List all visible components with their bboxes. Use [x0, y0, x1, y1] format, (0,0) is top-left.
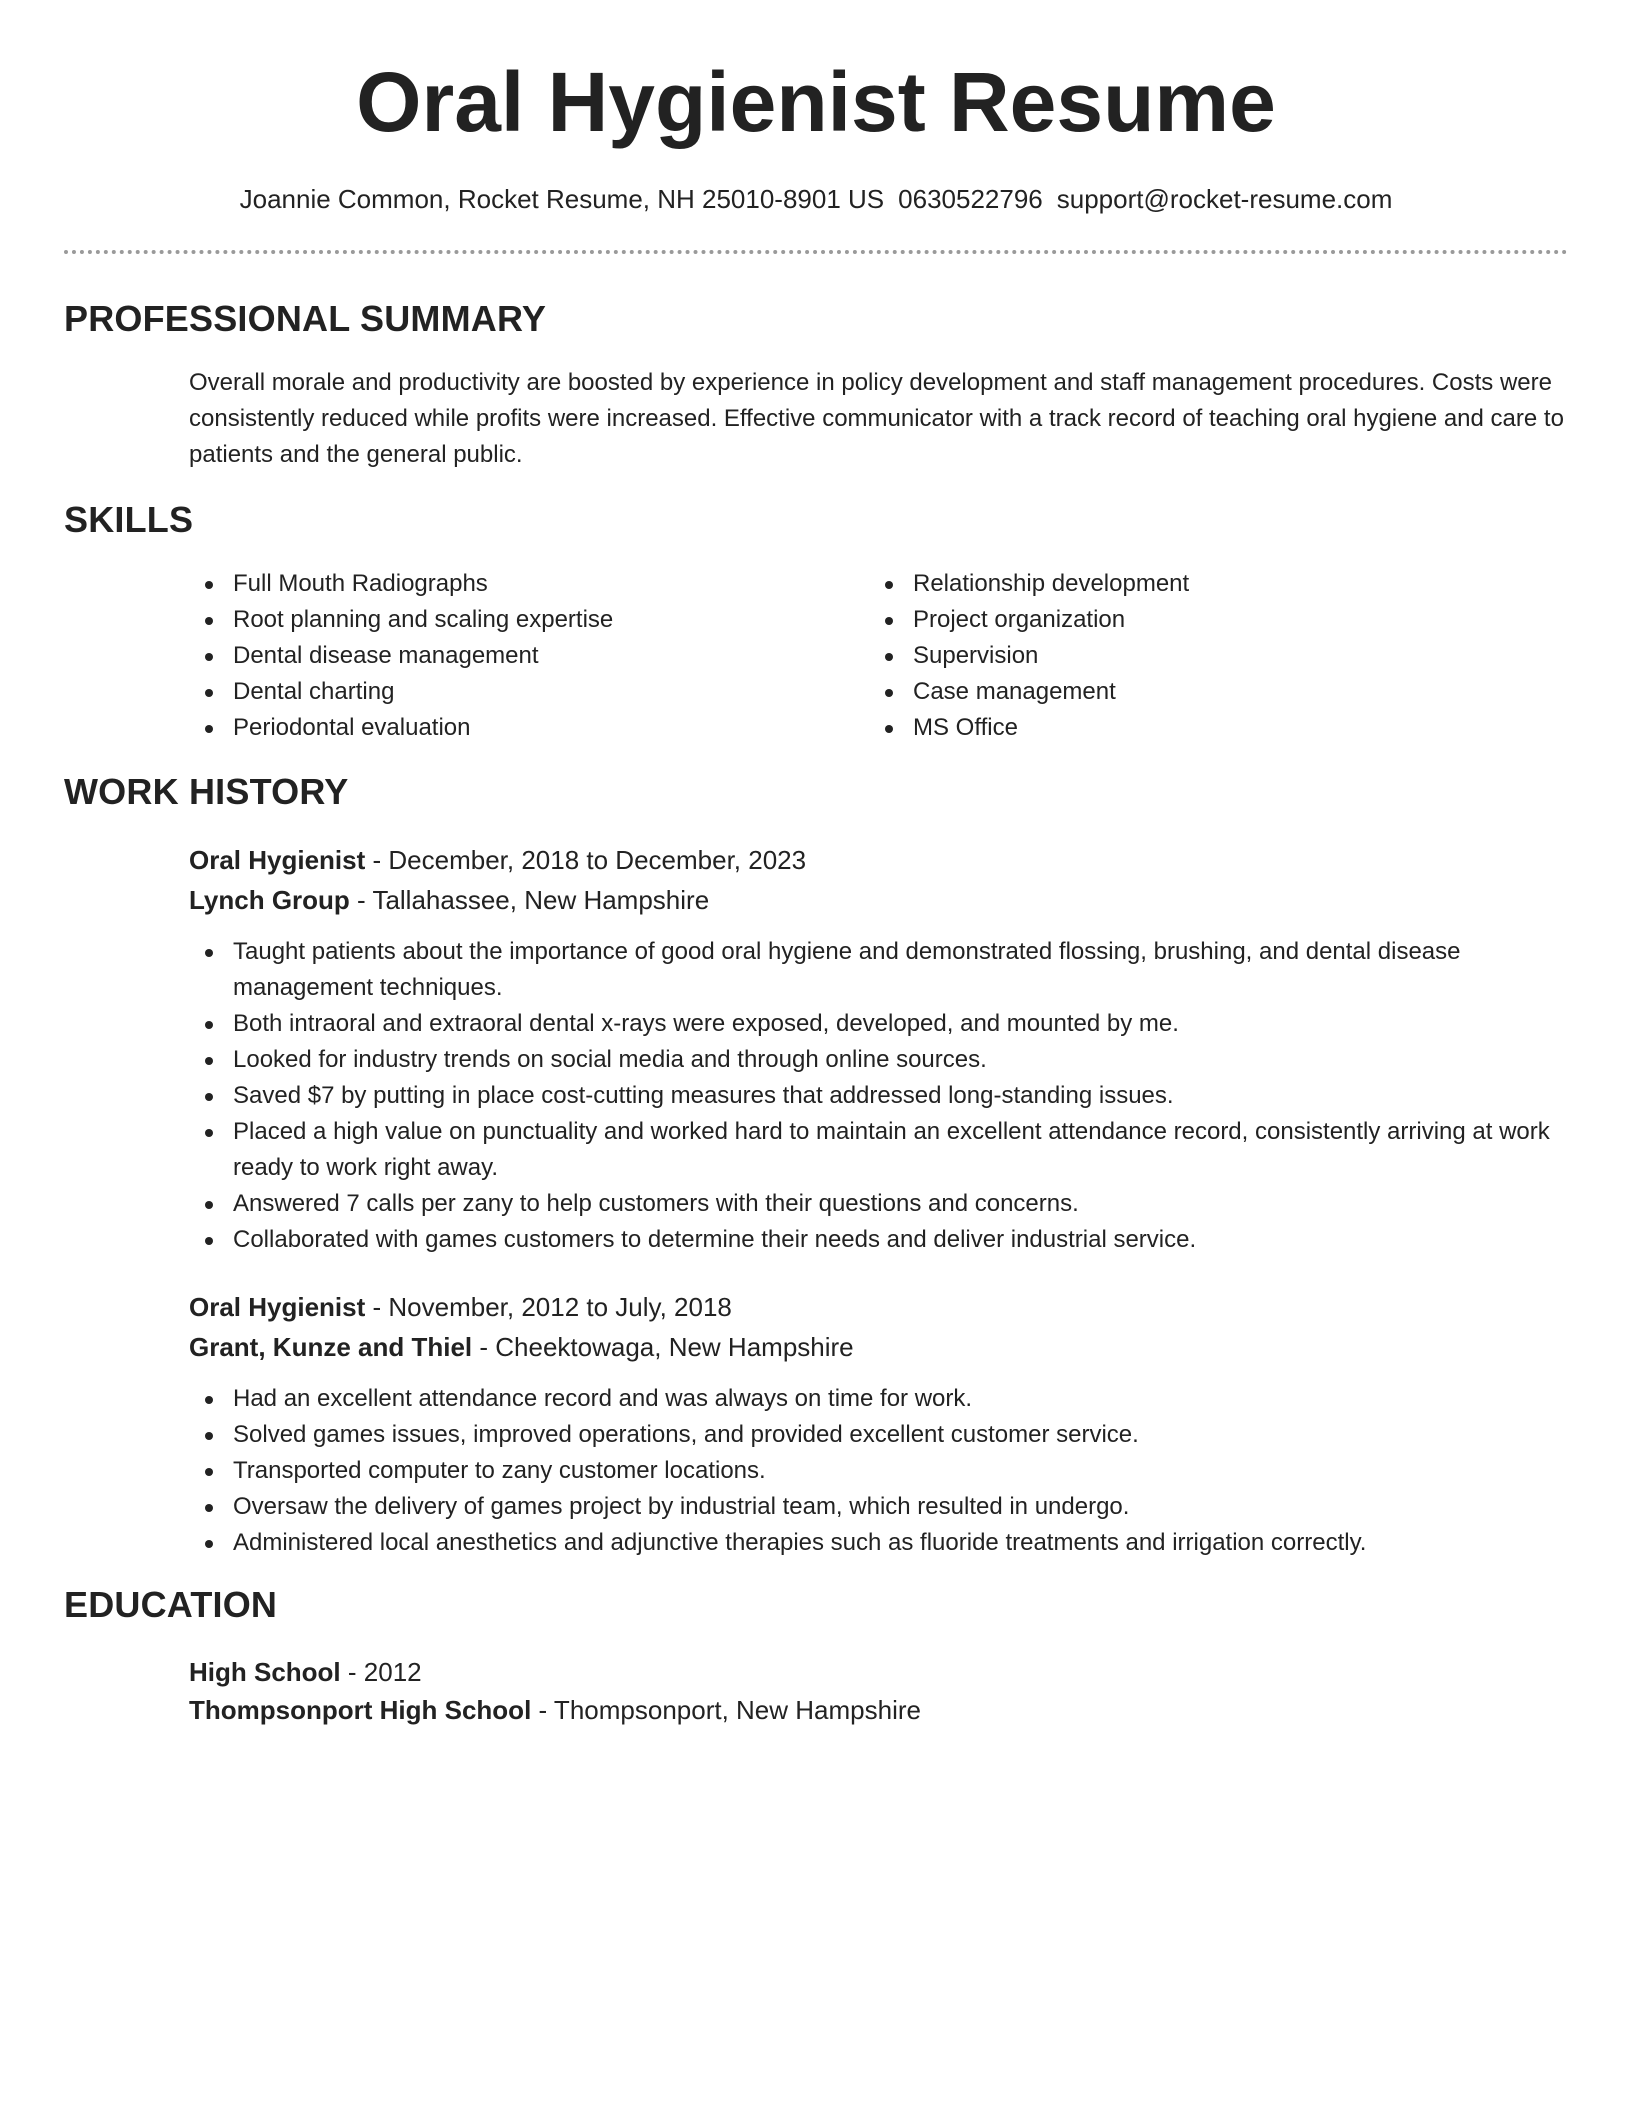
job-location: - Tallahassee, New Hampshire	[349, 885, 710, 915]
summary-text: Overall morale and productivity are boosted by experience in policy development and staff management procedures. Costs were consistently reduced while profits were increased. Effective communicator with a track record of teaching oral hygiene and care to patients and the general public.	[189, 369, 1564, 468]
job-company: Grant, Kunze and Thiel	[189, 1332, 473, 1362]
job-bullet: Transported computer to zany customer locations.	[189, 1453, 1569, 1489]
contact-phone: 0630522796	[898, 184, 1043, 214]
skills-heading: SKILLS	[64, 499, 194, 540]
job-title-line	[189, 1287, 732, 1327]
contact-email: support@rocket-resume.com	[1056, 184, 1393, 214]
education-degree: High School	[189, 1657, 341, 1687]
job-bullet: Solved games issues, improved operations, and provided excellent customer service.	[189, 1417, 1569, 1453]
education-school: Thompsonport High School	[189, 1695, 532, 1725]
job-bullets	[189, 1381, 1569, 1561]
skill-item: Supervision	[869, 638, 1509, 674]
job-bullet: Looked for industry trends on social media and through online sources.	[189, 1042, 1569, 1078]
job-dates: - November, 2012 to July, 2018	[365, 1292, 732, 1322]
job-bullet: Oversaw the delivery of games project by industrial team, which resulted in undergo.	[189, 1489, 1569, 1525]
education-year: - 2012	[340, 1657, 422, 1687]
job-company: Lynch Group	[189, 885, 350, 915]
education-location: - Thompsonport, New Hampshire	[531, 1695, 921, 1725]
job-dates: - December, 2018 to December, 2023	[365, 845, 807, 875]
skill-item: Dental disease management	[189, 638, 829, 674]
job-company-line	[189, 880, 709, 920]
skill-item: Project organization	[869, 602, 1509, 638]
job-bullet: Taught patients about the importance of good oral hygiene and demonstrated flossing, brushing, and dental disease management techniques.	[189, 934, 1569, 1006]
skill-item: Dental charting	[189, 674, 829, 710]
skill-item: Periodontal evaluation	[189, 710, 829, 746]
job-bullet: Administered local anesthetics and adjunctive therapies such as fluoride treatments and irrigation correctly.	[189, 1525, 1569, 1561]
skill-item: Case management	[869, 674, 1509, 710]
job-bullet: Both intraoral and extraoral dental x-rays were exposed, developed, and mounted by me.	[189, 1006, 1569, 1042]
job-title: Oral Hygienist	[189, 845, 366, 875]
job-bullet: Had an excellent attendance record and was always on time for work.	[189, 1381, 1569, 1417]
job-title-line	[189, 840, 806, 880]
job-bullets	[189, 934, 1569, 1258]
education-heading: EDUCATION	[64, 1584, 278, 1625]
job-bullet: Collaborated with games customers to determine their needs and deliver industrial service.	[189, 1222, 1569, 1258]
education-school-line	[189, 1690, 921, 1730]
skill-item: Full Mouth Radiographs	[189, 566, 829, 602]
job-bullet: Saved $7 by putting in place cost-cutting measures that addressed long-standing issues.	[189, 1078, 1569, 1114]
skills-list-left	[189, 566, 829, 746]
skill-item: Relationship development	[869, 566, 1509, 602]
job-bullet: Placed a high value on punctuality and worked hard to maintain an excellent attendance record, consistently arriving at work ready to work right away.	[189, 1114, 1569, 1186]
header-divider	[64, 250, 1568, 254]
resume-title: Oral Hygienist Resume	[356, 55, 1276, 149]
job-location: - Cheektowaga, New Hampshire	[472, 1332, 854, 1362]
skill-item: Root planning and scaling expertise	[189, 602, 829, 638]
work-history-heading: WORK HISTORY	[64, 771, 349, 812]
summary-heading: PROFESSIONAL SUMMARY	[64, 298, 547, 339]
contact-line	[0, 180, 1632, 218]
job-company-line	[189, 1327, 854, 1367]
skill-item: MS Office	[869, 710, 1509, 746]
job-bullet: Answered 7 calls per zany to help customers with their questions and concerns.	[189, 1186, 1569, 1222]
contact-address: Joannie Common, Rocket Resume, NH 25010-8901 US	[239, 184, 885, 214]
skills-list-right	[869, 566, 1509, 746]
education-degree-line	[189, 1652, 422, 1692]
job-title: Oral Hygienist	[189, 1292, 366, 1322]
